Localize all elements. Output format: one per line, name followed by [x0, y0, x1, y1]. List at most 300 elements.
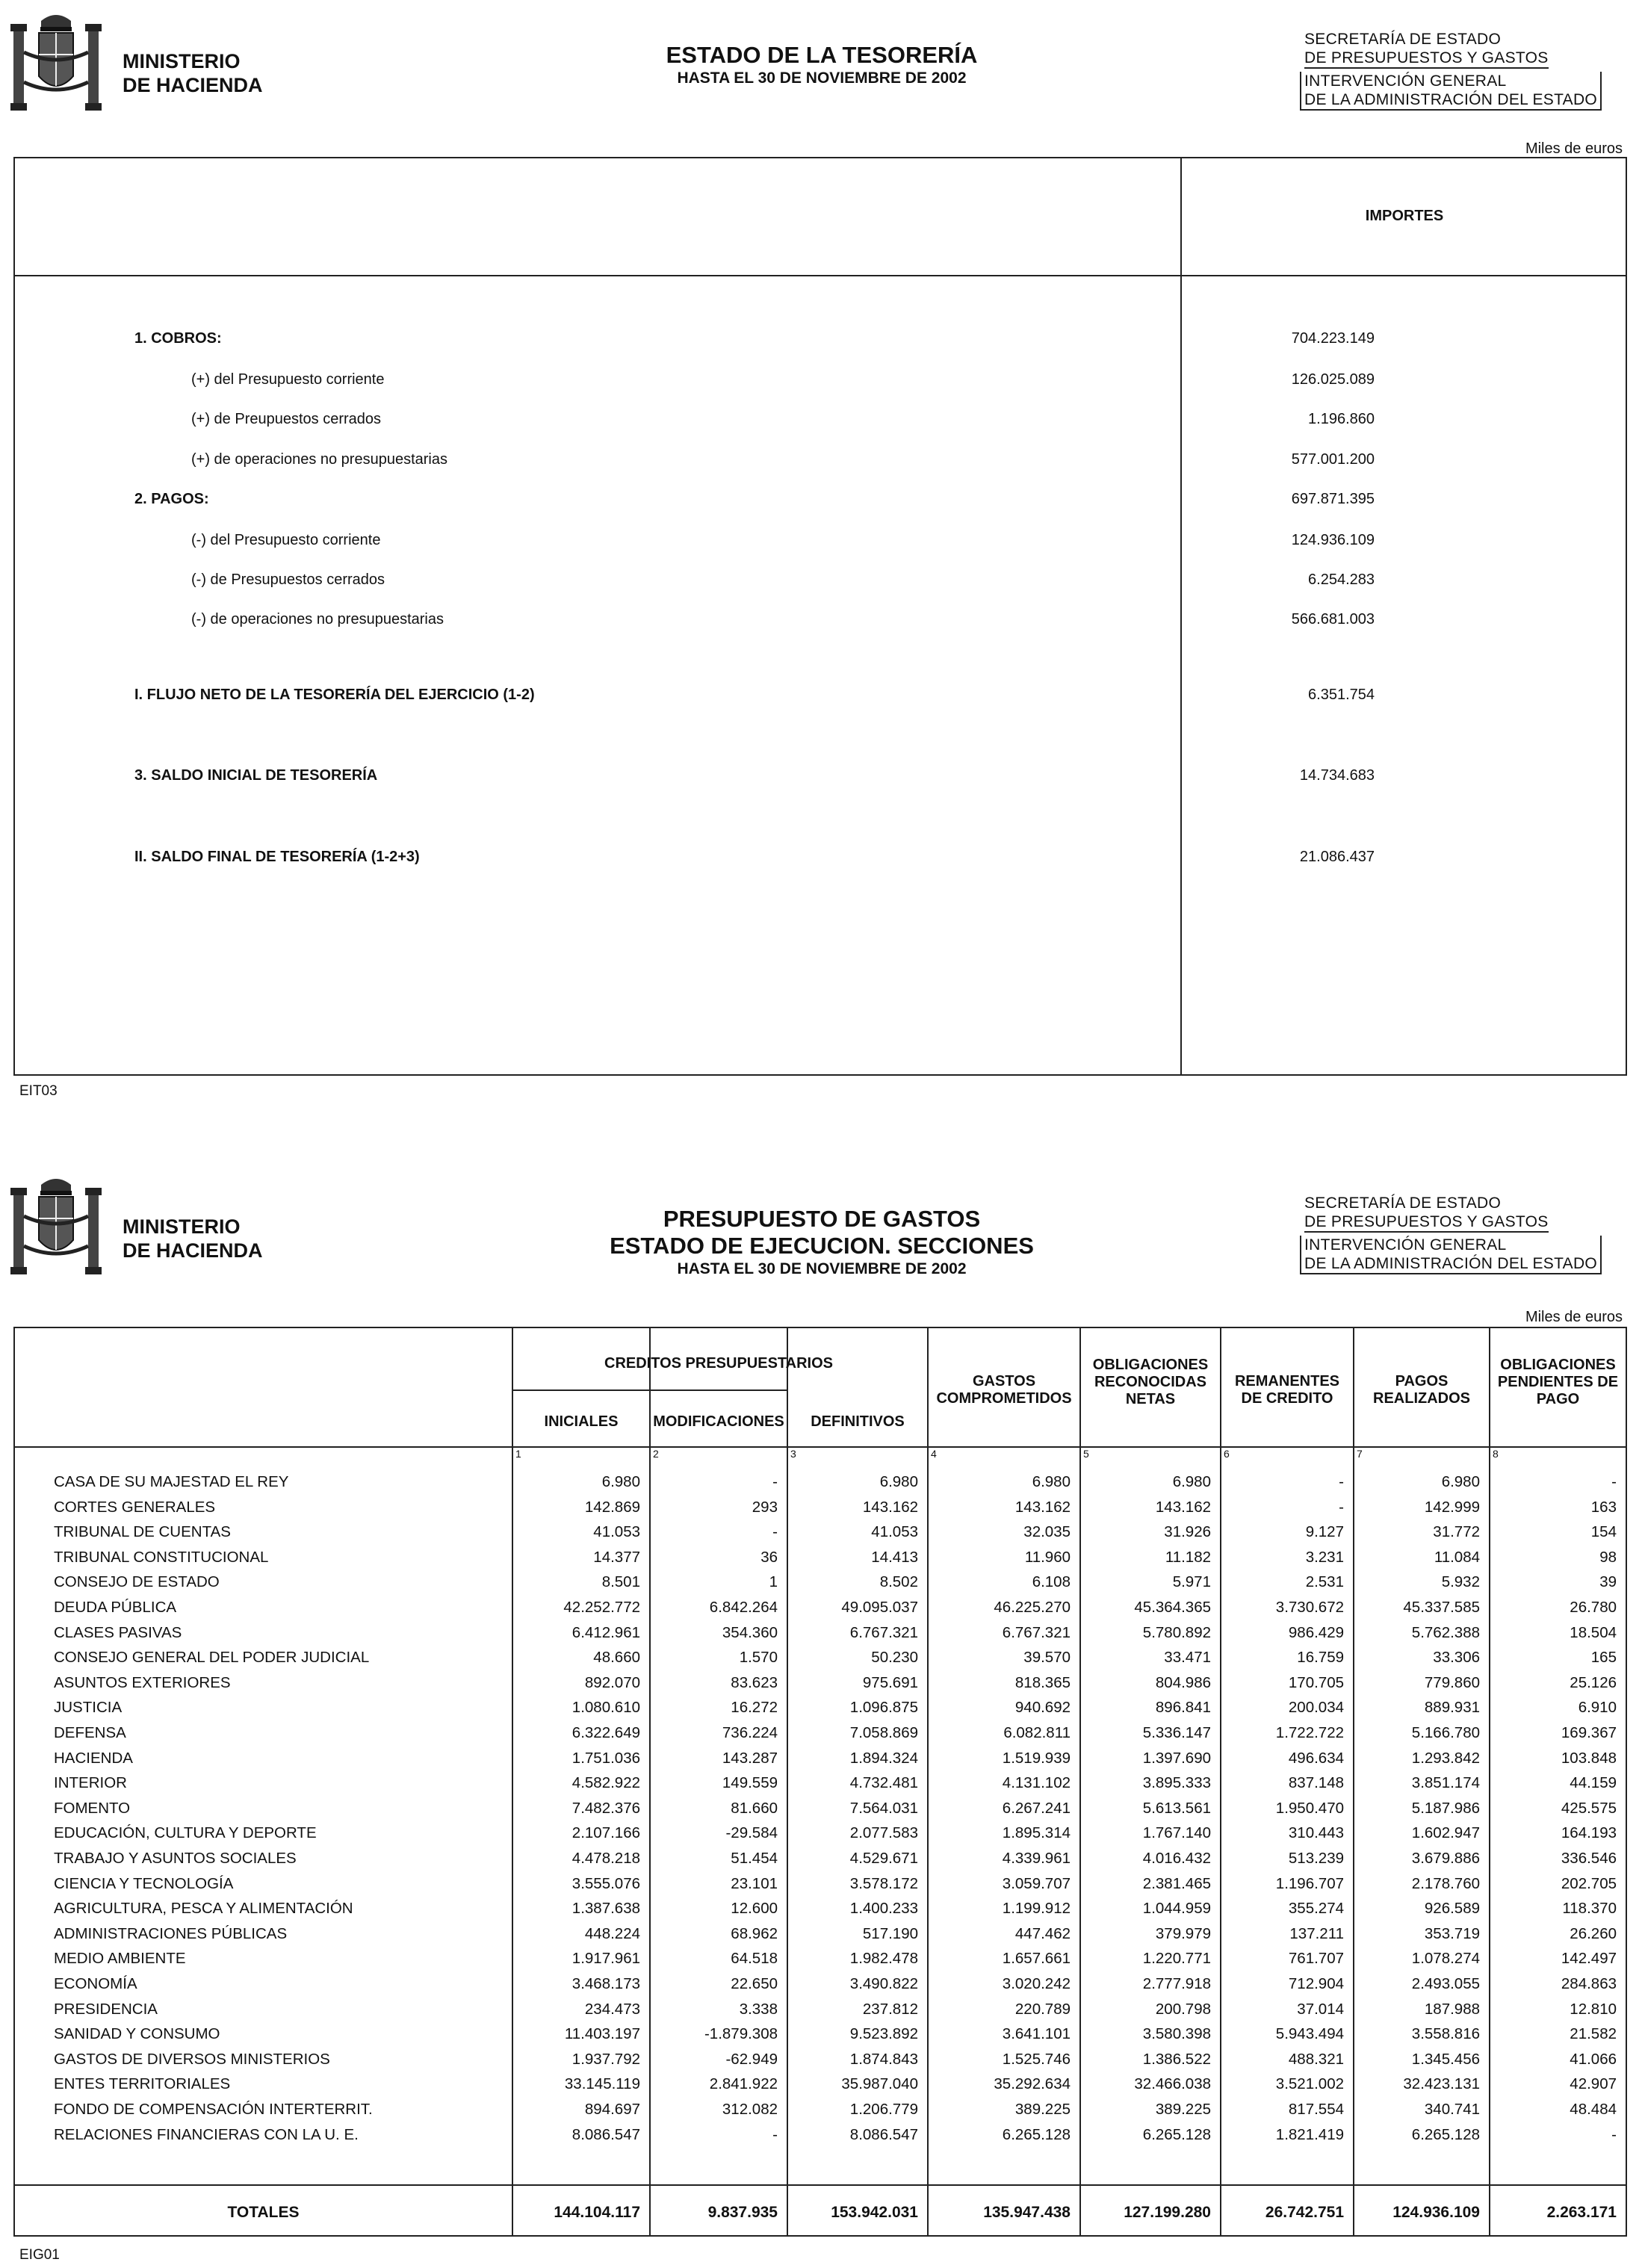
table-row — [15, 1496, 1626, 1520]
table-cell: 22.650 — [731, 1975, 778, 1992]
table-cell: 2.107.166 — [571, 1824, 640, 1842]
table-cell: 1.080.610 — [571, 1699, 640, 1717]
table-row — [15, 2048, 1626, 2072]
section-name: PRESIDENCIA — [54, 2000, 158, 2018]
col-number: 8 — [1493, 1448, 1499, 1460]
table-cell: 7.482.376 — [571, 1799, 640, 1817]
col-number: 3 — [790, 1448, 796, 1460]
coat-of-arms-icon — [7, 1171, 105, 1283]
expenditure-table — [13, 1327, 1627, 2237]
table-cell: 154 — [1590, 1523, 1617, 1541]
section-name: EDUCACIÓN, CULTURA Y DEPORTE — [54, 1824, 317, 1842]
table-row — [15, 1570, 1626, 1595]
report-title-block — [523, 42, 1121, 88]
total-value: 144.104.117 — [554, 2204, 640, 2221]
secretaria-line-1: SECRETARÍA DE ESTADO — [1304, 1195, 1502, 1212]
table-cell: 68.962 — [731, 1924, 778, 1942]
table-row — [15, 1771, 1626, 1796]
treasury-row — [15, 532, 1626, 554]
table-cell: 118.370 — [1562, 1900, 1617, 1918]
treasury-row-label: (-) de Presupuestos cerrados — [191, 571, 385, 588]
col-number: 7 — [1357, 1448, 1363, 1460]
table-cell: 986.429 — [1288, 1623, 1344, 1641]
col-number: 5 — [1083, 1448, 1089, 1460]
col-number: 2 — [653, 1448, 659, 1460]
table-cell: 143.162 — [1014, 1498, 1071, 1516]
unit-label: Miles de euros — [1525, 140, 1623, 157]
table-row — [15, 1696, 1626, 1720]
table-cell: 50.230 — [871, 1649, 918, 1667]
table-cell: 7.058.869 — [849, 1724, 918, 1741]
remanentes-header: REMANENTES DE CREDITO — [1234, 1373, 1339, 1407]
table-cell: 6.980 — [1172, 1473, 1211, 1490]
section-name: CASA DE SU MAJESTAD EL REY — [54, 1473, 289, 1490]
table-cell: 39 — [1599, 1573, 1617, 1591]
table-cell: 1.386.522 — [1142, 2050, 1211, 2068]
table-row — [15, 1872, 1626, 1897]
treasury-row-value: 14.734.683 — [1299, 767, 1375, 784]
secretaria-line-2: DE PRESUPUESTOS Y GASTOS — [1304, 1212, 1549, 1233]
table-cell: 1.519.939 — [1002, 1749, 1071, 1767]
table-cell: 64.518 — [731, 1950, 778, 1968]
table-cell: 5.613.561 — [1142, 1799, 1211, 1817]
section-name: CIENCIA Y TECNOLOGÍA — [54, 1874, 234, 1892]
table-cell: 3.641.101 — [1002, 2025, 1071, 2043]
section-name: CLASES PASIVAS — [54, 1623, 182, 1641]
table-cell: 1.751.036 — [571, 1749, 640, 1767]
report-title: ESTADO DE LA TESORERÍA — [666, 42, 978, 68]
table-cell: 49.095.037 — [841, 1599, 918, 1616]
report-title-2: ESTADO DE EJECUCION. SECCIONES — [610, 1233, 1034, 1259]
table-cell: 32.035 — [1023, 1523, 1071, 1541]
table-cell: 4.016.432 — [1142, 1850, 1211, 1867]
treasury-row — [15, 330, 1626, 353]
treasury-row-label: 2. PAGOS: — [134, 491, 209, 507]
table-cell: 804.986 — [1155, 1673, 1211, 1691]
table-cell: 42.252.772 — [563, 1599, 640, 1616]
table-cell: 496.634 — [1288, 1749, 1344, 1767]
table-row — [15, 2123, 1626, 2148]
table-cell: 46.225.270 — [994, 1599, 1071, 1616]
table-cell: 39.570 — [1023, 1649, 1071, 1667]
col-number: 4 — [931, 1448, 937, 1460]
table-cell: 187.988 — [1424, 2000, 1480, 2018]
treasury-row-label: (-) del Presupuesto corriente — [191, 532, 381, 548]
table-row — [15, 1721, 1626, 1746]
table-cell: 5.762.388 — [1411, 1623, 1480, 1641]
table-cell: 1.821.419 — [1275, 2125, 1344, 2143]
table-cell: 8.086.547 — [571, 2125, 640, 2143]
treasury-row-label: 3. SALDO INICIAL DE TESORERÍA — [134, 767, 378, 784]
table-row — [15, 2098, 1626, 2122]
definitivos-header: DEFINITIVOS — [811, 1413, 905, 1430]
table-cell: 14.413 — [871, 1548, 918, 1566]
table-cell: 202.705 — [1561, 1874, 1617, 1892]
table-row — [15, 1922, 1626, 1947]
table-cell: 2.178.760 — [1411, 1874, 1480, 1892]
treasury-row-value: 21.086.437 — [1299, 849, 1375, 865]
table-cell: 1.345.456 — [1411, 2050, 1480, 2068]
table-row — [15, 1821, 1626, 1846]
table-cell: - — [1339, 1473, 1344, 1490]
section-name: FOMENTO — [54, 1799, 131, 1817]
table-cell: - — [1339, 1498, 1344, 1516]
table-cell: 2.493.055 — [1411, 1975, 1480, 1992]
treasury-row-label: II. SALDO FINAL DE TESORERÍA (1-2+3) — [134, 849, 420, 865]
report-subtitle: HASTA EL 30 DE NOVIEMBRE DE 2002 — [677, 69, 967, 87]
table-cell: 51.454 — [731, 1850, 778, 1867]
totals-label: TOTALES — [227, 2204, 300, 2221]
ministry-name — [123, 1215, 263, 1262]
table-cell: 142.999 — [1424, 1498, 1480, 1516]
section-name: DEUDA PÚBLICA — [54, 1599, 177, 1616]
table-cell: 200.798 — [1155, 2000, 1211, 2018]
table-cell: 12.600 — [731, 1900, 778, 1918]
table-cell: 6.842.264 — [709, 1599, 778, 1616]
issuer-block — [1304, 30, 1602, 111]
table-cell: 48.660 — [593, 1649, 640, 1667]
table-cell: 8.086.547 — [849, 2125, 918, 2143]
total-value: 124.936.109 — [1392, 2204, 1480, 2221]
table-cell: -62.949 — [725, 2050, 778, 2068]
table-cell: 234.473 — [584, 2000, 640, 2018]
table-cell: 817.554 — [1288, 2101, 1344, 2118]
ministry-name — [123, 49, 263, 97]
table-cell: 41.066 — [1570, 2050, 1617, 2068]
table-cell: 220.789 — [1014, 2000, 1071, 2018]
table-cell: 2.777.918 — [1142, 1975, 1211, 1992]
table-cell: 6.322.649 — [571, 1724, 640, 1741]
secretaria-line-1: SECRETARÍA DE ESTADO — [1304, 31, 1502, 48]
table-cell: 33.471 — [1164, 1649, 1211, 1667]
table-cell: 1.602.947 — [1411, 1824, 1480, 1842]
table-cell: 1.096.875 — [849, 1699, 918, 1717]
section-name: ENTES TERRITORIALES — [54, 2075, 231, 2093]
table-cell: 33.306 — [1433, 1649, 1480, 1667]
table-cell: -29.584 — [725, 1824, 778, 1842]
table-cell: 1.570 — [739, 1649, 778, 1667]
ministry-line-2: DE HACIENDA — [123, 74, 263, 96]
table-cell: 81.660 — [731, 1799, 778, 1817]
table-cell: 6.980 — [879, 1473, 918, 1490]
table-cell: 284.863 — [1561, 1975, 1617, 1992]
table-cell: 1.657.661 — [1002, 1950, 1071, 1968]
total-value: 2.263.171 — [1546, 2204, 1617, 2221]
treasury-row-value: 697.871.395 — [1291, 491, 1375, 507]
table-cell: 143.162 — [862, 1498, 918, 1516]
table-cell: 1.874.843 — [849, 2050, 918, 2068]
treasury-row-label: 1. COBROS: — [134, 330, 222, 347]
table-cell: 6.412.961 — [571, 1623, 640, 1641]
table-cell: 6.980 — [601, 1473, 640, 1490]
table-cell: 83.623 — [731, 1673, 778, 1691]
table-cell: 3.059.707 — [1002, 1874, 1071, 1892]
treasury-row — [15, 767, 1626, 790]
treasury-row — [15, 687, 1626, 709]
table-cell: 9.523.892 — [849, 2025, 918, 2043]
table-cell: 517.190 — [862, 1924, 918, 1942]
table-cell: 448.224 — [584, 1924, 640, 1942]
table-cell: 11.403.197 — [564, 2025, 640, 2043]
table-cell: 3.468.173 — [571, 1975, 640, 1992]
section-name: CONSEJO GENERAL DEL PODER JUDICIAL — [54, 1649, 370, 1667]
table-cell: 354.360 — [722, 1623, 778, 1641]
treasury-row — [15, 451, 1626, 474]
table-cell: 1.895.314 — [1002, 1824, 1071, 1842]
table-cell: 8.501 — [601, 1573, 640, 1591]
table-cell: 103.848 — [1561, 1749, 1617, 1767]
table-cell: 340.741 — [1424, 2101, 1480, 2118]
table-cell: 1.196.707 — [1275, 1874, 1344, 1892]
table-cell: 6.767.321 — [1002, 1623, 1071, 1641]
table-cell: 1.950.470 — [1275, 1799, 1344, 1817]
table-cell: 23.101 — [731, 1874, 778, 1892]
table-cell: 31.926 — [1164, 1523, 1211, 1541]
report-title-block — [523, 1206, 1121, 1279]
table-cell: 44.159 — [1570, 1774, 1617, 1792]
treasury-row-value: 6.351.754 — [1308, 687, 1375, 703]
table-cell: 1.937.792 — [571, 2050, 640, 2068]
table-cell: 818.365 — [1014, 1673, 1071, 1691]
importes-header: IMPORTES — [1365, 208, 1444, 224]
treasury-row — [15, 411, 1626, 433]
table-cell: 2.531 — [1305, 1573, 1344, 1591]
treasury-row-value: 126.025.089 — [1291, 371, 1375, 388]
table-cell: 355.274 — [1288, 1900, 1344, 1918]
pagos-header: PAGOS REALIZADOS — [1373, 1373, 1470, 1407]
table-row — [15, 1596, 1626, 1620]
treasury-row-label: (-) de operaciones no presupuestarias — [191, 611, 444, 628]
table-cell: 41.053 — [871, 1523, 918, 1541]
table-cell: 6.108 — [1032, 1573, 1071, 1591]
section-name: JUSTICIA — [54, 1699, 123, 1717]
table-cell: 3.730.672 — [1275, 1599, 1344, 1616]
coat-of-arms-icon — [7, 7, 105, 120]
table-cell: 736.224 — [722, 1724, 778, 1741]
table-cell: 170.705 — [1288, 1673, 1344, 1691]
table-cell: 1.894.324 — [849, 1749, 918, 1767]
table-row — [15, 1847, 1626, 1871]
table-cell: 1.078.274 — [1411, 1950, 1480, 1968]
table-cell: 35.292.634 — [994, 2075, 1071, 2093]
table-row — [15, 1797, 1626, 1821]
table-cell: 389.225 — [1155, 2101, 1211, 2118]
table-cell: 3.558.816 — [1411, 2025, 1480, 2043]
table-cell: 4.732.481 — [849, 1774, 918, 1792]
table-cell: 1.387.638 — [571, 1900, 640, 1918]
table-cell: 1 — [769, 1573, 778, 1591]
table-cell: 779.860 — [1424, 1673, 1480, 1691]
section-name: ASUNTOS EXTERIORES — [54, 1673, 231, 1691]
report-title: PRESUPUESTO DE GASTOS — [663, 1206, 981, 1232]
section-name: MEDIO AMBIENTE — [54, 1950, 186, 1968]
intervencion-line-2: DE LA ADMINISTRACIÓN DEL ESTADO — [1304, 1255, 1598, 1272]
table-cell: 488.321 — [1288, 2050, 1344, 2068]
table-cell: 35.987.040 — [841, 2075, 918, 2093]
treasury-row — [15, 849, 1626, 871]
table-cell: 310.443 — [1288, 1824, 1344, 1842]
treasury-row-label: (+) del Presupuesto corriente — [191, 371, 385, 388]
table-cell: 1.525.746 — [1002, 2050, 1071, 2068]
section-name: TRIBUNAL CONSTITUCIONAL — [54, 1548, 269, 1566]
table-row — [15, 1947, 1626, 1971]
table-cell: 5.932 — [1441, 1573, 1480, 1591]
table-cell: 165 — [1590, 1649, 1617, 1667]
table-cell: 6.265.128 — [1142, 2125, 1211, 2143]
treasury-row-value: 566.681.003 — [1291, 611, 1375, 628]
table-cell: 4.478.218 — [571, 1850, 640, 1867]
table-row — [15, 1546, 1626, 1570]
table-cell: 892.070 — [584, 1673, 640, 1691]
form-code: EIG01 — [19, 2247, 60, 2263]
section-name: GASTOS DE DIVERSOS MINISTERIOS — [54, 2050, 330, 2068]
table-cell: 1.982.478 — [849, 1950, 918, 1968]
obligaciones-header: OBLIGACIONES RECONOCIDAS NETAS — [1092, 1357, 1209, 1407]
table-cell: 940.692 — [1014, 1699, 1071, 1717]
table-cell: 16.759 — [1297, 1649, 1344, 1667]
table-row — [15, 1621, 1626, 1646]
table-cell: 2.841.922 — [709, 2075, 778, 2093]
table-cell: 9.127 — [1305, 1523, 1344, 1541]
total-value: 127.199.280 — [1124, 2204, 1211, 2221]
table-cell: 42.907 — [1570, 2075, 1617, 2093]
table-cell: 1.220.771 — [1142, 1950, 1211, 1968]
intervencion-line-2: DE LA ADMINISTRACIÓN DEL ESTADO — [1304, 91, 1598, 108]
table-cell: 8.502 — [879, 1573, 918, 1591]
table-cell: 45.337.585 — [1403, 1599, 1480, 1616]
intervencion-line-1: INTERVENCIÓN GENERAL — [1304, 72, 1507, 90]
table-cell: 889.931 — [1424, 1699, 1480, 1717]
table-cell: 26.260 — [1570, 1924, 1617, 1942]
table-cell: 26.780 — [1570, 1599, 1617, 1616]
pendientes-header: OBLIGACIONES PENDIENTES DE PAGO — [1497, 1357, 1619, 1407]
table-cell: 712.904 — [1288, 1975, 1344, 1992]
table-cell: 6.980 — [1032, 1473, 1071, 1490]
section-name: INTERIOR — [54, 1774, 127, 1792]
table-cell: 6.267.241 — [1002, 1799, 1071, 1817]
unit-label: Miles de euros — [1525, 1309, 1623, 1325]
secretaria-line-2: DE PRESUPUESTOS Y GASTOS — [1304, 49, 1549, 69]
table-cell: 3.020.242 — [1002, 1975, 1071, 1992]
table-row — [15, 1972, 1626, 1997]
table-cell: 37.014 — [1297, 2000, 1344, 2018]
table-row — [15, 1998, 1626, 2022]
table-cell: 3.580.398 — [1142, 2025, 1211, 2043]
section-name: ECONOMÍA — [54, 1975, 137, 1992]
table-cell: 11.084 — [1434, 1548, 1480, 1566]
section-name: DEFENSA — [54, 1724, 126, 1741]
table-cell: 896.841 — [1155, 1699, 1211, 1717]
table-cell: 3.490.822 — [849, 1975, 918, 1992]
table-cell: 33.145.119 — [564, 2075, 640, 2093]
table-cell: 1.206.779 — [849, 2101, 918, 2118]
table-cell: 237.812 — [862, 2000, 918, 2018]
table-cell: - — [772, 1473, 778, 1490]
table-cell: - — [1611, 2125, 1617, 2143]
table-cell: -1.879.308 — [704, 2025, 778, 2043]
table-cell: 4.529.671 — [849, 1850, 918, 1867]
table-row — [15, 1897, 1626, 1921]
table-cell: 4.131.102 — [1002, 1774, 1071, 1792]
intervencion-line-1: INTERVENCIÓN GENERAL — [1304, 1236, 1507, 1254]
table-cell: 4.339.961 — [1002, 1850, 1071, 1867]
treasury-row — [15, 611, 1626, 633]
table-row — [15, 2022, 1626, 2047]
table-row — [15, 1520, 1626, 1545]
table-cell: 353.719 — [1424, 1924, 1480, 1942]
total-value: 26.742.751 — [1265, 2204, 1344, 2221]
table-row — [15, 1747, 1626, 1771]
table-cell: 1.722.722 — [1275, 1724, 1344, 1741]
treasury-row-value: 124.936.109 — [1291, 532, 1375, 548]
table-cell: 3.578.172 — [849, 1874, 918, 1892]
table-cell: 3.895.333 — [1142, 1774, 1211, 1792]
treasury-row-value: 6.254.283 — [1308, 571, 1375, 588]
table-cell: 3.555.076 — [571, 1874, 640, 1892]
table-cell: 142.869 — [584, 1498, 640, 1516]
table-cell: 336.546 — [1561, 1850, 1617, 1867]
section-name: ADMINISTRACIONES PÚBLICAS — [54, 1924, 288, 1942]
table-cell: 3.851.174 — [1411, 1774, 1480, 1792]
treasury-row — [15, 571, 1626, 594]
table-cell: 18.504 — [1570, 1623, 1617, 1641]
table-cell: 21.582 — [1570, 2025, 1617, 2043]
table-cell: 6.082.811 — [1003, 1724, 1071, 1741]
table-row — [15, 1671, 1626, 1696]
section-name: SANIDAD Y CONSUMO — [54, 2025, 220, 2043]
table-cell: 6.910 — [1578, 1699, 1617, 1717]
table-cell: 5.943.494 — [1275, 2025, 1344, 2043]
table-cell: 12.810 — [1570, 2000, 1617, 2018]
table-cell: 169.367 — [1561, 1724, 1617, 1741]
creditos-header: CREDITOS PRESUPUESTARIOS — [604, 1355, 833, 1372]
table-cell: 1.400.233 — [849, 1900, 918, 1918]
table-cell: 6.265.128 — [1411, 2125, 1480, 2143]
table-cell: 11.182 — [1165, 1548, 1211, 1566]
modificaciones-header: MODIFICACIONES — [653, 1413, 784, 1430]
table-cell: 143.162 — [1155, 1498, 1211, 1516]
treasury-row — [15, 371, 1626, 394]
table-cell: 143.287 — [722, 1749, 778, 1767]
col-number: 6 — [1224, 1448, 1230, 1460]
gastos-header: GASTOS COMPROMETIDOS — [936, 1373, 1072, 1407]
table-cell: 1.767.140 — [1142, 1824, 1211, 1842]
section-name: CONSEJO DE ESTADO — [54, 1573, 220, 1591]
table-cell: 6.265.128 — [1002, 2125, 1071, 2143]
table-cell: 98 — [1599, 1548, 1617, 1566]
table-cell: 3.679.886 — [1411, 1850, 1480, 1867]
table-cell: 2.381.465 — [1142, 1874, 1211, 1892]
treasury-row-value: 704.223.149 — [1291, 330, 1375, 347]
table-cell: 975.691 — [862, 1673, 918, 1691]
table-cell: - — [772, 1523, 778, 1541]
table-cell: 3.521.002 — [1275, 2075, 1344, 2093]
ministry-line-2: DE HACIENDA — [123, 1239, 263, 1262]
treasury-row-label: (+) de Preupuestos cerrados — [191, 411, 382, 427]
table-cell: 4.582.922 — [571, 1774, 640, 1792]
total-value: 153.942.031 — [831, 2204, 918, 2221]
table-cell: 379.979 — [1155, 1924, 1211, 1942]
table-cell: 1.397.690 — [1142, 1749, 1211, 1767]
table-cell: 6.767.321 — [849, 1623, 918, 1641]
table-cell: 45.364.365 — [1134, 1599, 1211, 1616]
section-name: TRABAJO Y ASUNTOS SOCIALES — [54, 1850, 297, 1867]
table-cell: 48.484 — [1570, 2101, 1617, 2118]
table-cell: 137.211 — [1289, 1924, 1344, 1942]
table-cell: 425.575 — [1561, 1799, 1617, 1817]
table-cell: 447.462 — [1014, 1924, 1071, 1942]
table-cell: 16.272 — [731, 1699, 778, 1717]
